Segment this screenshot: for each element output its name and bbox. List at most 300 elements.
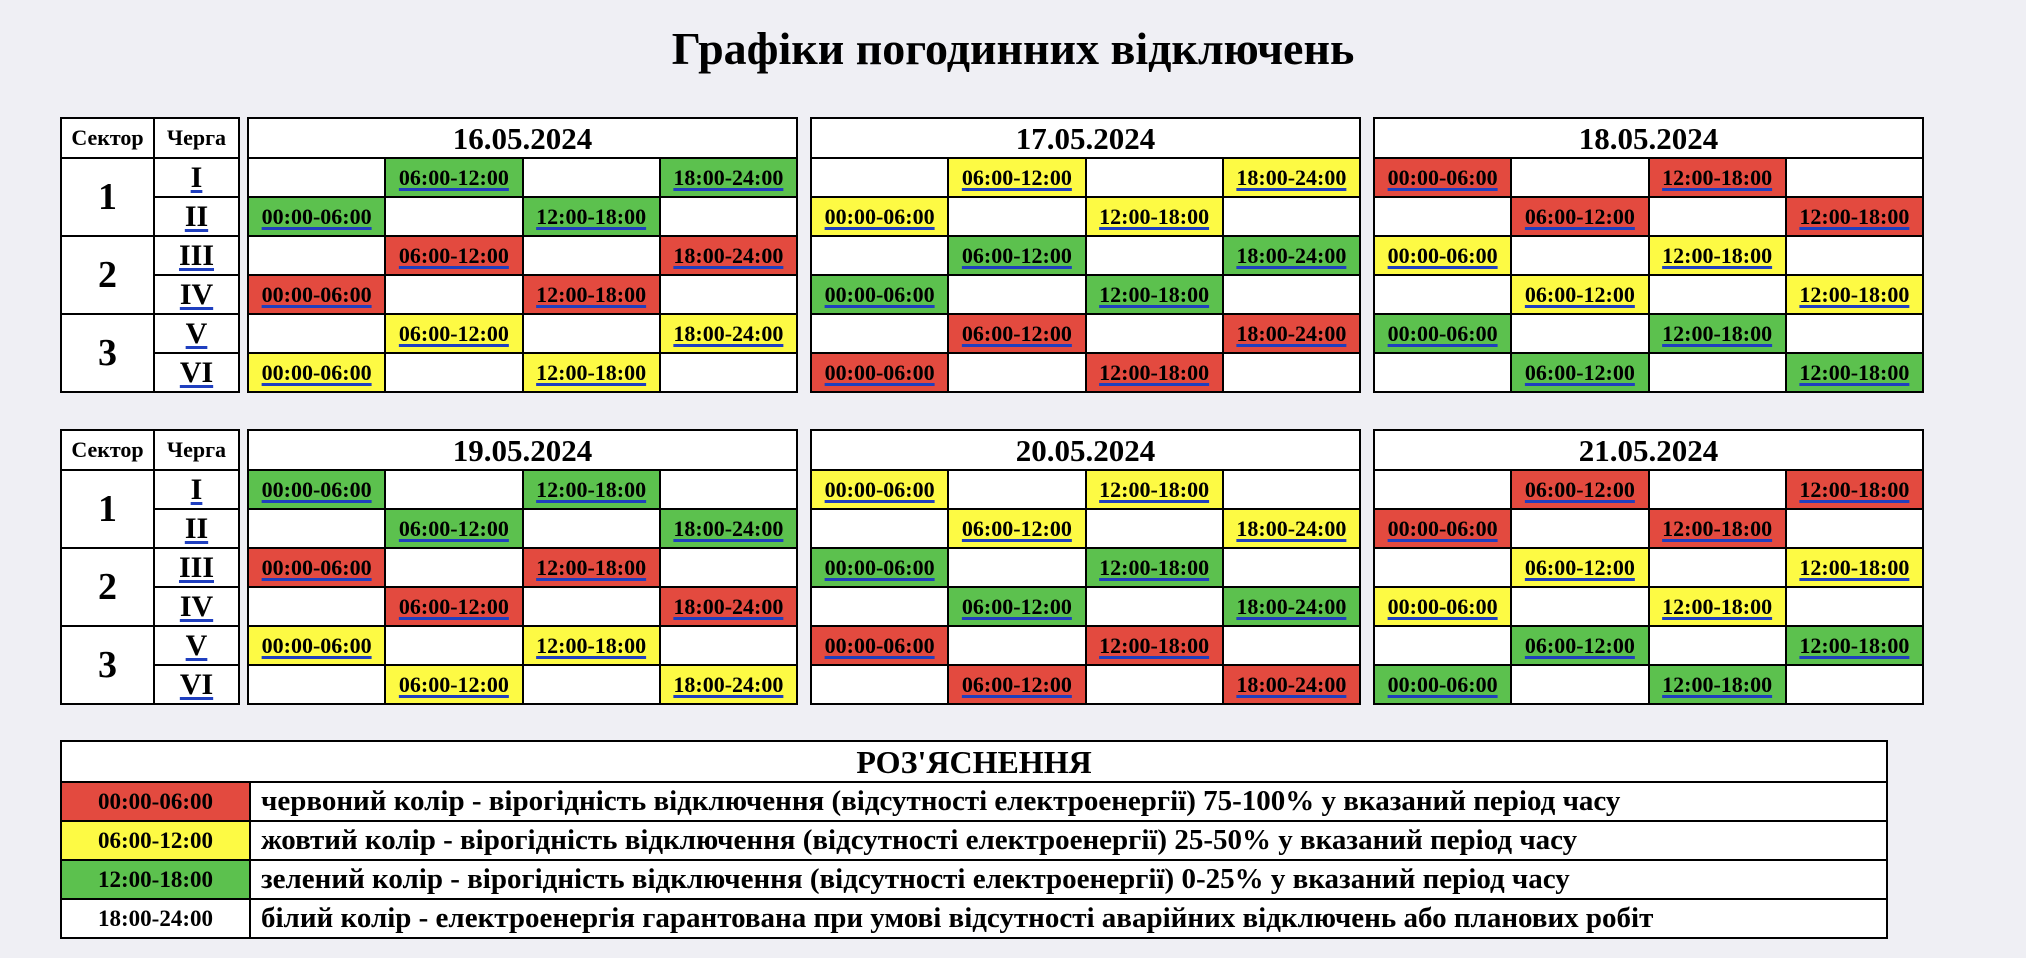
sector-queue-table	[60, 429, 240, 705]
queue-VI[interactable]	[154, 353, 239, 392]
empty-slot	[1374, 470, 1511, 509]
empty-slot	[1511, 158, 1648, 197]
queue-link[interactable]: II	[184, 199, 209, 233]
time-slot-link[interactable]: 00:00-06:00	[1387, 515, 1498, 541]
time-slot-link[interactable]: 00:00-06:00	[261, 632, 372, 658]
time-slot[interactable]	[1086, 548, 1223, 587]
empty-slot	[1649, 353, 1786, 392]
time-slot[interactable]	[811, 626, 948, 665]
queue-link[interactable]: VI	[179, 667, 214, 701]
empty-slot	[1786, 509, 1923, 548]
time-slot-link[interactable]: 00:00-06:00	[824, 476, 935, 502]
time-slot[interactable]	[248, 470, 385, 509]
time-slot-link[interactable]: 12:00-18:00	[536, 359, 647, 385]
empty-slot	[523, 665, 660, 704]
day-table	[1373, 429, 1924, 705]
time-slot-link[interactable]: 18:00-24:00	[1236, 671, 1347, 697]
time-slot[interactable]	[385, 509, 522, 548]
time-slot[interactable]	[1374, 587, 1511, 626]
time-slot[interactable]	[811, 548, 948, 587]
empty-slot	[1223, 626, 1360, 665]
empty-slot	[1511, 236, 1648, 275]
empty-slot	[248, 509, 385, 548]
time-slot-link[interactable]: 12:00-18:00	[1099, 476, 1210, 502]
table-row	[811, 197, 1360, 236]
empty-slot	[660, 548, 797, 587]
day-table	[1373, 117, 1924, 393]
empty-slot	[385, 353, 522, 392]
empty-slot	[1086, 314, 1223, 353]
time-slot[interactable]	[1511, 548, 1648, 587]
time-slot[interactable]	[523, 353, 660, 392]
time-slot-link[interactable]: 06:00-12:00	[398, 320, 509, 346]
empty-slot	[1649, 197, 1786, 236]
legend-swatch-white: 18:00-24:00	[61, 899, 250, 938]
table-row	[1374, 353, 1923, 392]
table-row	[811, 275, 1360, 314]
sector-1: 1	[61, 470, 154, 548]
queue-link[interactable]: VI	[179, 355, 214, 389]
empty-slot	[948, 626, 1085, 665]
time-slot-link[interactable]: 06:00-12:00	[398, 515, 509, 541]
time-slot[interactable]	[1786, 626, 1923, 665]
empty-slot	[1223, 470, 1360, 509]
empty-slot	[385, 548, 522, 587]
time-slot[interactable]	[385, 236, 522, 275]
empty-slot	[811, 236, 948, 275]
time-slot-link[interactable]: 00:00-06:00	[824, 554, 935, 580]
queue-link[interactable]: IV	[179, 277, 214, 311]
time-slot-link[interactable]: 18:00-24:00	[673, 242, 784, 268]
time-slot[interactable]	[523, 548, 660, 587]
table-row	[1374, 275, 1923, 314]
empty-slot	[248, 158, 385, 197]
time-slot-link[interactable]: 18:00-24:00	[1236, 593, 1347, 619]
time-slot-link[interactable]: 18:00-24:00	[1236, 164, 1347, 190]
empty-slot	[523, 236, 660, 275]
table-row	[248, 314, 797, 353]
table-row	[811, 548, 1360, 587]
time-slot[interactable]	[1086, 353, 1223, 392]
time-slot[interactable]	[1511, 353, 1648, 392]
time-slot-link[interactable]: 06:00-12:00	[961, 242, 1072, 268]
empty-slot	[385, 626, 522, 665]
time-slot-link[interactable]: 06:00-12:00	[398, 593, 509, 619]
time-slot-link[interactable]: 18:00-24:00	[673, 671, 784, 697]
empty-slot	[1649, 626, 1786, 665]
time-slot[interactable]	[1649, 665, 1786, 704]
queue-V[interactable]	[154, 314, 239, 353]
table-row	[811, 665, 1360, 704]
time-slot-link[interactable]: 12:00-18:00	[1799, 359, 1910, 385]
empty-slot	[1374, 275, 1511, 314]
time-slot-link[interactable]: 12:00-18:00	[536, 203, 647, 229]
time-slot-link[interactable]: 06:00-12:00	[1524, 203, 1635, 229]
queue-header: Черга	[154, 118, 239, 158]
time-slot[interactable]	[523, 197, 660, 236]
empty-slot	[811, 158, 948, 197]
time-slot-link[interactable]: 06:00-12:00	[1524, 476, 1635, 502]
time-slot[interactable]	[1086, 275, 1223, 314]
empty-slot	[1649, 275, 1786, 314]
time-slot[interactable]	[1649, 314, 1786, 353]
empty-slot	[1086, 665, 1223, 704]
empty-slot	[1511, 587, 1648, 626]
empty-slot	[1086, 236, 1223, 275]
time-slot-link[interactable]: 18:00-24:00	[1236, 515, 1347, 541]
date-header: 16.05.2024	[248, 118, 797, 158]
time-slot[interactable]	[660, 665, 797, 704]
time-slot[interactable]	[811, 197, 948, 236]
queue-link[interactable]: I	[190, 160, 203, 194]
time-slot-link[interactable]: 12:00-18:00	[1799, 554, 1910, 580]
queue-link[interactable]: I	[190, 472, 203, 506]
legend-text-red: червоний колір - вірогідність відключення (відсутності електроенергії) 75-100% у вказаний період часу	[250, 782, 1887, 821]
time-slot-link[interactable]: 12:00-18:00	[1662, 671, 1773, 697]
time-slot-link[interactable]: 00:00-06:00	[824, 203, 935, 229]
sector-1: 1	[61, 158, 154, 236]
table-row	[811, 509, 1360, 548]
time-slot[interactable]	[1223, 314, 1360, 353]
time-slot-link[interactable]: 00:00-06:00	[261, 281, 372, 307]
date-header: 20.05.2024	[811, 430, 1360, 470]
time-slot[interactable]	[248, 353, 385, 392]
time-slot-link[interactable]: 12:00-18:00	[536, 281, 647, 307]
time-slot-link[interactable]: 12:00-18:00	[536, 476, 647, 502]
time-slot-link[interactable]: 18:00-24:00	[1236, 320, 1347, 346]
empty-slot	[660, 353, 797, 392]
empty-slot	[1374, 353, 1511, 392]
table-row	[248, 509, 797, 548]
time-slot-link[interactable]: 18:00-24:00	[673, 164, 784, 190]
empty-slot	[1649, 470, 1786, 509]
time-slot-link[interactable]: 00:00-06:00	[824, 632, 935, 658]
sector-header: Сектор	[61, 430, 154, 470]
time-slot[interactable]	[1786, 353, 1923, 392]
time-slot[interactable]	[523, 626, 660, 665]
empty-slot	[1086, 509, 1223, 548]
time-slot-link[interactable]: 12:00-18:00	[1662, 242, 1773, 268]
queue-link[interactable]: II	[184, 511, 209, 545]
table-row	[1374, 665, 1923, 704]
queue-II[interactable]	[154, 509, 239, 548]
time-slot-link[interactable]: 00:00-06:00	[824, 359, 935, 385]
sector-3: 3	[61, 626, 154, 704]
time-slot[interactable]	[948, 587, 1085, 626]
time-slot-link[interactable]: 12:00-18:00	[1662, 593, 1773, 619]
time-slot[interactable]	[1374, 236, 1511, 275]
time-slot-link[interactable]: 06:00-12:00	[1524, 359, 1635, 385]
sector-header: Сектор	[61, 118, 154, 158]
date-header: 18.05.2024	[1374, 118, 1923, 158]
queue-link[interactable]: III	[178, 550, 215, 584]
sector-3: 3	[61, 314, 154, 392]
empty-slot	[811, 509, 948, 548]
table-row	[1374, 314, 1923, 353]
table-row	[1374, 626, 1923, 665]
empty-slot	[523, 314, 660, 353]
queue-link[interactable]: V	[185, 628, 208, 662]
time-slot[interactable]	[1223, 587, 1360, 626]
time-slot[interactable]	[385, 158, 522, 197]
empty-slot	[811, 314, 948, 353]
time-slot[interactable]	[948, 236, 1085, 275]
time-slot[interactable]	[1786, 275, 1923, 314]
table-row	[248, 197, 797, 236]
time-slot[interactable]	[1511, 197, 1648, 236]
table-row	[811, 353, 1360, 392]
time-slot-link[interactable]: 12:00-18:00	[1662, 164, 1773, 190]
time-slot[interactable]	[1786, 548, 1923, 587]
time-slot[interactable]	[1786, 197, 1923, 236]
time-slot-link[interactable]: 12:00-18:00	[1099, 632, 1210, 658]
table-row	[1374, 236, 1923, 275]
time-slot[interactable]	[248, 548, 385, 587]
table-row	[1374, 509, 1923, 548]
time-slot[interactable]	[948, 509, 1085, 548]
time-slot-link[interactable]: 00:00-06:00	[1387, 671, 1498, 697]
empty-slot	[1511, 314, 1648, 353]
time-slot[interactable]	[1786, 470, 1923, 509]
empty-slot	[948, 548, 1085, 587]
time-slot[interactable]	[660, 158, 797, 197]
page-title: Графіки погодинних відключень	[671, 23, 1355, 74]
time-slot[interactable]	[385, 587, 522, 626]
time-slot[interactable]	[811, 275, 948, 314]
time-slot-link[interactable]: 06:00-12:00	[1524, 632, 1635, 658]
queue-link[interactable]: III	[178, 238, 215, 272]
time-slot-link[interactable]: 12:00-18:00	[1799, 476, 1910, 502]
table-row	[1374, 470, 1923, 509]
time-slot-link[interactable]: 12:00-18:00	[536, 632, 647, 658]
time-slot[interactable]	[1374, 665, 1511, 704]
empty-slot	[1374, 548, 1511, 587]
time-slot[interactable]	[1086, 470, 1223, 509]
time-slot[interactable]	[1223, 509, 1360, 548]
time-slot[interactable]	[1223, 158, 1360, 197]
empty-slot	[660, 197, 797, 236]
empty-slot	[948, 275, 1085, 314]
empty-slot	[660, 275, 797, 314]
time-slot-link[interactable]: 12:00-18:00	[1099, 359, 1210, 385]
time-slot-link[interactable]: 12:00-18:00	[1799, 632, 1910, 658]
time-slot-link[interactable]: 18:00-24:00	[673, 515, 784, 541]
time-slot[interactable]	[1649, 158, 1786, 197]
time-slot-link[interactable]: 06:00-12:00	[1524, 281, 1635, 307]
legend-text-green: зелений колір - вірогідність відключення (відсутності електроенергії) 0-25% у вказаний період часу	[250, 860, 1887, 899]
queue-link[interactable]: V	[185, 316, 208, 350]
day-table	[810, 117, 1361, 393]
legend-swatch-green: 12:00-18:00	[61, 860, 250, 899]
time-slot[interactable]	[385, 665, 522, 704]
time-slot[interactable]	[1374, 314, 1511, 353]
time-slot-link[interactable]: 06:00-12:00	[961, 593, 1072, 619]
time-slot-link[interactable]: 12:00-18:00	[1662, 515, 1773, 541]
empty-slot	[1649, 548, 1786, 587]
time-slot-link[interactable]: 06:00-12:00	[961, 671, 1072, 697]
queue-V[interactable]	[154, 626, 239, 665]
date-header: 21.05.2024	[1374, 430, 1923, 470]
time-slot[interactable]	[1374, 158, 1511, 197]
time-slot-link[interactable]: 12:00-18:00	[1799, 281, 1910, 307]
time-slot-link[interactable]: 00:00-06:00	[1387, 320, 1498, 346]
legend-table	[60, 740, 1888, 939]
table-row	[248, 626, 797, 665]
queue-III[interactable]	[154, 548, 239, 587]
time-slot[interactable]	[811, 470, 948, 509]
time-slot[interactable]	[811, 353, 948, 392]
time-slot[interactable]	[948, 665, 1085, 704]
table-row	[811, 626, 1360, 665]
table-row	[248, 275, 797, 314]
time-slot[interactable]	[1649, 587, 1786, 626]
empty-slot	[948, 470, 1085, 509]
empty-slot	[948, 197, 1085, 236]
time-slot[interactable]	[248, 197, 385, 236]
time-slot[interactable]	[523, 275, 660, 314]
queue-I[interactable]	[154, 158, 239, 197]
legend-text-yellow: жовтий колір - вірогідність відключення (відсутності електроенергії) 25-50% у вказаний період часу	[250, 821, 1887, 860]
time-slot-link[interactable]: 00:00-06:00	[261, 359, 372, 385]
empty-slot	[385, 197, 522, 236]
empty-slot	[385, 275, 522, 314]
time-slot-link[interactable]: 12:00-18:00	[536, 554, 647, 580]
table-row	[248, 158, 797, 197]
sector-2: 2	[61, 548, 154, 626]
empty-slot	[248, 665, 385, 704]
empty-slot	[1786, 665, 1923, 704]
empty-slot	[1786, 314, 1923, 353]
time-slot-link[interactable]: 00:00-06:00	[1387, 242, 1498, 268]
time-slot[interactable]	[660, 509, 797, 548]
table-row	[811, 470, 1360, 509]
table-row	[811, 587, 1360, 626]
time-slot[interactable]	[1649, 509, 1786, 548]
table-row	[248, 470, 797, 509]
empty-slot	[1223, 275, 1360, 314]
queue-I[interactable]	[154, 470, 239, 509]
empty-slot	[948, 353, 1085, 392]
time-slot-link[interactable]: 00:00-06:00	[824, 281, 935, 307]
empty-slot	[523, 509, 660, 548]
time-slot-link[interactable]: 12:00-18:00	[1099, 554, 1210, 580]
empty-slot	[523, 158, 660, 197]
empty-slot	[248, 314, 385, 353]
time-slot-link[interactable]: 06:00-12:00	[961, 164, 1072, 190]
empty-slot	[385, 470, 522, 509]
day-table	[247, 429, 798, 705]
time-slot[interactable]	[1086, 626, 1223, 665]
table-row	[248, 236, 797, 275]
table-row	[248, 587, 797, 626]
time-slot-link[interactable]: 00:00-06:00	[261, 476, 372, 502]
time-slot-link[interactable]: 00:00-06:00	[261, 554, 372, 580]
time-slot[interactable]	[948, 158, 1085, 197]
empty-slot	[248, 587, 385, 626]
empty-slot	[1223, 548, 1360, 587]
time-slot-link[interactable]: 12:00-18:00	[1662, 320, 1773, 346]
table-row	[248, 353, 797, 392]
time-slot-link[interactable]: 12:00-18:00	[1799, 203, 1910, 229]
queue-link[interactable]: IV	[179, 589, 214, 623]
legend-title: РОЗ'ЯСНЕННЯ	[61, 741, 1887, 782]
day-table	[810, 429, 1361, 705]
time-slot[interactable]	[385, 314, 522, 353]
time-slot-link[interactable]: 06:00-12:00	[961, 320, 1072, 346]
table-row	[1374, 197, 1923, 236]
legend-text-white: білий колір - електроенергія гарантована при умові відсутності аварійних відключень або планових робіт	[250, 899, 1887, 938]
empty-slot	[660, 626, 797, 665]
empty-slot	[1223, 197, 1360, 236]
time-slot-link[interactable]: 06:00-12:00	[398, 242, 509, 268]
time-slot-link[interactable]: 18:00-24:00	[1236, 242, 1347, 268]
empty-slot	[248, 236, 385, 275]
table-row	[811, 158, 1360, 197]
time-slot[interactable]	[1223, 665, 1360, 704]
empty-slot	[1511, 509, 1648, 548]
time-slot-link[interactable]: 00:00-06:00	[261, 203, 372, 229]
queue-III[interactable]	[154, 236, 239, 275]
queue-IV[interactable]	[154, 587, 239, 626]
time-slot[interactable]	[660, 236, 797, 275]
date-header: 19.05.2024	[248, 430, 797, 470]
queue-II[interactable]	[154, 197, 239, 236]
time-slot-link[interactable]: 06:00-12:00	[398, 164, 509, 190]
empty-slot	[1086, 587, 1223, 626]
time-slot-link[interactable]: 12:00-18:00	[1099, 281, 1210, 307]
sector-2: 2	[61, 236, 154, 314]
time-slot[interactable]	[248, 275, 385, 314]
time-slot[interactable]	[1511, 626, 1648, 665]
time-slot[interactable]	[1511, 275, 1648, 314]
legend-swatch-yellow: 06:00-12:00	[61, 821, 250, 860]
time-slot-link[interactable]: 00:00-06:00	[1387, 164, 1498, 190]
time-slot[interactable]	[248, 626, 385, 665]
empty-slot	[660, 470, 797, 509]
time-slot[interactable]	[660, 587, 797, 626]
time-slot[interactable]	[1511, 470, 1648, 509]
day-table	[247, 117, 798, 393]
time-slot-link[interactable]: 18:00-24:00	[673, 320, 784, 346]
table-row	[811, 236, 1360, 275]
time-slot[interactable]	[1223, 236, 1360, 275]
empty-slot	[1511, 665, 1648, 704]
queue-VI[interactable]	[154, 665, 239, 704]
time-slot-link[interactable]: 06:00-12:00	[398, 671, 509, 697]
time-slot[interactable]	[1086, 197, 1223, 236]
time-slot[interactable]	[1374, 509, 1511, 548]
time-slot[interactable]	[660, 314, 797, 353]
empty-slot	[1786, 587, 1923, 626]
empty-slot	[1223, 353, 1360, 392]
empty-slot	[811, 665, 948, 704]
queue-header: Черга	[154, 430, 239, 470]
time-slot[interactable]	[1649, 236, 1786, 275]
empty-slot	[1786, 236, 1923, 275]
empty-slot	[523, 587, 660, 626]
queue-IV[interactable]	[154, 275, 239, 314]
time-slot-link[interactable]: 12:00-18:00	[1099, 203, 1210, 229]
time-slot[interactable]	[523, 470, 660, 509]
time-slot-link[interactable]: 18:00-24:00	[673, 593, 784, 619]
time-slot-link[interactable]: 06:00-12:00	[1524, 554, 1635, 580]
empty-slot	[1786, 158, 1923, 197]
time-slot-link[interactable]: 06:00-12:00	[961, 515, 1072, 541]
empty-slot	[811, 587, 948, 626]
time-slot-link[interactable]: 00:00-06:00	[1387, 593, 1498, 619]
time-slot[interactable]	[948, 314, 1085, 353]
table-row	[811, 314, 1360, 353]
